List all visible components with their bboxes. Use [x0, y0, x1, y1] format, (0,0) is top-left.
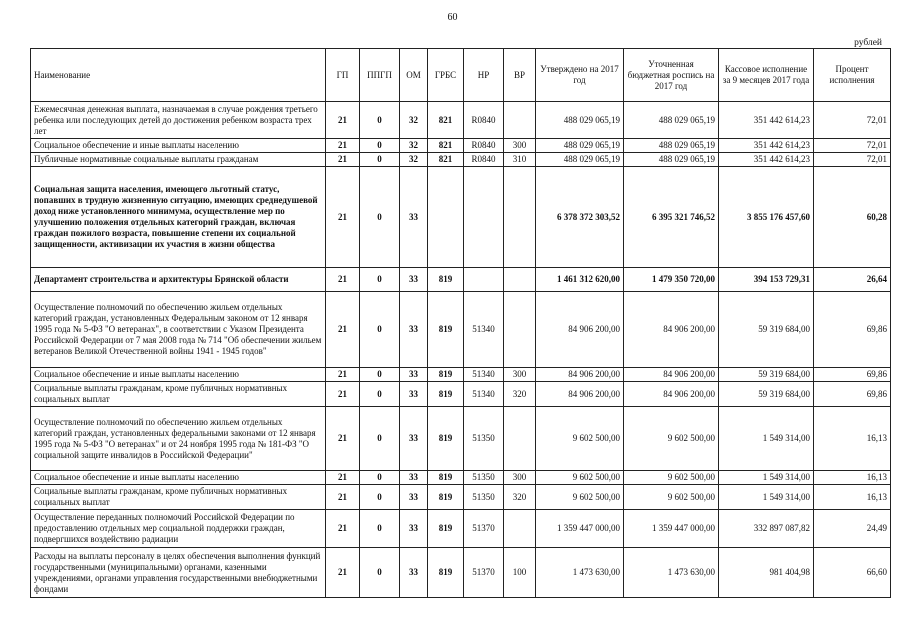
row-om: 32: [400, 153, 428, 167]
table-row: [31, 139, 891, 153]
row-np: 51370: [464, 510, 504, 548]
row-executed: 332 897 087,82: [719, 510, 814, 548]
row-percent: 66,60: [814, 548, 891, 598]
row-executed: 394 153 729,31: [719, 268, 814, 292]
row-name: Социальное обеспечение и иные выплаты населению: [31, 368, 326, 382]
row-gp: 21: [326, 548, 360, 598]
row-approved: 9 602 500,00: [536, 471, 624, 485]
row-percent: 69,86: [814, 292, 891, 368]
row-gp: 21: [326, 292, 360, 368]
table-row: [31, 167, 891, 268]
row-approved: 84 906 200,00: [536, 368, 624, 382]
row-percent: 69,86: [814, 382, 891, 407]
row-om: 33: [400, 292, 428, 368]
header-pgp: ППГП: [360, 49, 400, 102]
table-row: [31, 153, 891, 167]
row-executed: 1 549 314,00: [719, 471, 814, 485]
table-row: [31, 368, 891, 382]
row-name: Социальные выплаты гражданам, кроме публичных нормативных социальных выплат: [31, 382, 326, 407]
row-pgp: 0: [360, 292, 400, 368]
units-label: рублей: [854, 38, 882, 48]
row-revised: 1 359 447 000,00: [624, 510, 719, 548]
row-np: [464, 268, 504, 292]
table-row: [31, 292, 891, 368]
row-name: Осуществление переданных полномочий Российской Федерации по предоставлению отдельных мер социальной поддержки граждан, подвергшихся воздействию радиации: [31, 510, 326, 548]
row-gp: 21: [326, 510, 360, 548]
row-approved: 84 906 200,00: [536, 382, 624, 407]
row-percent: 69,86: [814, 368, 891, 382]
row-vr: [504, 167, 536, 268]
row-gp: 21: [326, 485, 360, 510]
row-pgp: 0: [360, 510, 400, 548]
row-approved: 1 461 312 620,00: [536, 268, 624, 292]
row-gp: 21: [326, 368, 360, 382]
row-gp: 21: [326, 407, 360, 471]
table-row: [31, 485, 891, 510]
row-revised: 84 906 200,00: [624, 382, 719, 407]
row-grbs: [428, 167, 464, 268]
row-gp: 21: [326, 471, 360, 485]
row-executed: 351 442 614,23: [719, 102, 814, 139]
row-revised: 9 602 500,00: [624, 471, 719, 485]
header-gp: ГП: [326, 49, 360, 102]
row-gp: 21: [326, 268, 360, 292]
table-row: [31, 510, 891, 548]
table-header-row: [31, 49, 891, 102]
row-revised: 488 029 065,19: [624, 153, 719, 167]
row-percent: 72,01: [814, 139, 891, 153]
header-grbs: ГРБС: [428, 49, 464, 102]
row-approved: 488 029 065,19: [536, 153, 624, 167]
row-om: 33: [400, 368, 428, 382]
row-np: 51340: [464, 292, 504, 368]
row-np: 51350: [464, 407, 504, 471]
row-revised: 1 479 350 720,00: [624, 268, 719, 292]
row-pgp: 0: [360, 153, 400, 167]
row-name: Ежемесячная денежная выплата, назначаемая в случае рождения третьего ребенка или последующих детей до достижения ребенком возраста трех лет: [31, 102, 326, 139]
page-number: 60: [447, 12, 458, 23]
row-executed: 351 442 614,23: [719, 153, 814, 167]
row-np: 51350: [464, 471, 504, 485]
row-om: 33: [400, 268, 428, 292]
row-np: R0840: [464, 102, 504, 139]
row-om: 33: [400, 471, 428, 485]
table-row: [31, 382, 891, 407]
row-vr: 310: [504, 153, 536, 167]
row-revised: 1 473 630,00: [624, 548, 719, 598]
row-np: R0840: [464, 139, 504, 153]
row-executed: 1 549 314,00: [719, 485, 814, 510]
row-percent: 16,13: [814, 485, 891, 510]
header-approved: Утверждено на 2017 год: [536, 49, 624, 102]
row-np: [464, 167, 504, 268]
header-np: НР: [464, 49, 504, 102]
row-vr: 300: [504, 368, 536, 382]
row-approved: 9 602 500,00: [536, 407, 624, 471]
row-grbs: 821: [428, 153, 464, 167]
row-np: 51370: [464, 548, 504, 598]
row-gp: 21: [326, 153, 360, 167]
row-approved: 488 029 065,19: [536, 139, 624, 153]
row-grbs: 819: [428, 471, 464, 485]
row-vr: 300: [504, 471, 536, 485]
row-vr: [504, 292, 536, 368]
row-executed: 59 319 684,00: [719, 382, 814, 407]
row-revised: 488 029 065,19: [624, 139, 719, 153]
row-executed: 59 319 684,00: [719, 292, 814, 368]
header-revised: Уточненная бюджетная роспись на 2017 год: [624, 49, 719, 102]
row-percent: 72,01: [814, 153, 891, 167]
row-grbs: 819: [428, 292, 464, 368]
row-grbs: 819: [428, 510, 464, 548]
row-approved: 1 473 630,00: [536, 548, 624, 598]
row-pgp: 0: [360, 268, 400, 292]
table-row: [31, 407, 891, 471]
row-vr: 100: [504, 548, 536, 598]
header-vr: ВР: [504, 49, 536, 102]
header-percent: Процент исполнения: [814, 49, 891, 102]
row-grbs: 819: [428, 382, 464, 407]
table-row: [31, 102, 891, 139]
row-approved: 1 359 447 000,00: [536, 510, 624, 548]
table-row: [31, 268, 891, 292]
row-pgp: 0: [360, 368, 400, 382]
row-pgp: 0: [360, 407, 400, 471]
row-gp: 21: [326, 102, 360, 139]
row-percent: 16,13: [814, 407, 891, 471]
row-approved: 6 378 372 303,52: [536, 167, 624, 268]
row-executed: 59 319 684,00: [719, 368, 814, 382]
row-name: Социальное обеспечение и иные выплаты населению: [31, 471, 326, 485]
row-revised: 6 395 321 746,52: [624, 167, 719, 268]
row-name: Социальные выплаты гражданам, кроме публичных нормативных социальных выплат: [31, 485, 326, 510]
row-om: 33: [400, 485, 428, 510]
row-name: Социальная защита населения, имеющего льготный статус, попавших в трудную жизненную ситуацию, имеющих среднедушевой доход ниже установленного минимума, осуществление мер по улучшению положения отдельных категорий граждан, включая граждан пожилого возраста, повышение степени их социальной защищенности, активизации их участия в жизни общества: [31, 167, 326, 268]
row-om: 33: [400, 548, 428, 598]
row-gp: 21: [326, 167, 360, 268]
row-vr: 300: [504, 139, 536, 153]
row-grbs: 821: [428, 139, 464, 153]
row-grbs: 821: [428, 102, 464, 139]
row-name: Департамент строительства и архитектуры Брянской области: [31, 268, 326, 292]
row-grbs: 819: [428, 407, 464, 471]
row-vr: [504, 102, 536, 139]
row-pgp: 0: [360, 102, 400, 139]
row-name: Расходы на выплаты персоналу в целях обеспечения выполнения функций государственными (муниципальными) органами, казенными учреждениями, органами управления государственными внебюджетными фондами: [31, 548, 326, 598]
row-np: 51350: [464, 485, 504, 510]
row-revised: 9 602 500,00: [624, 407, 719, 471]
row-name: Осуществление полномочий по обеспечению жильем отдельных категорий граждан, установленных федеральными законами от 12 января 1995 года № 5-ФЗ "О ветеранах" и от 24 ноября 1995 года № 181-ФЗ "О социальной защите инвалидов в Российской Федерации": [31, 407, 326, 471]
row-gp: 21: [326, 139, 360, 153]
row-om: 33: [400, 382, 428, 407]
row-approved: 9 602 500,00: [536, 485, 624, 510]
row-percent: 24,49: [814, 510, 891, 548]
row-percent: 26,64: [814, 268, 891, 292]
row-np: 51340: [464, 368, 504, 382]
row-revised: 9 602 500,00: [624, 485, 719, 510]
row-executed: 1 549 314,00: [719, 407, 814, 471]
row-grbs: 819: [428, 485, 464, 510]
row-executed: 981 404,98: [719, 548, 814, 598]
row-vr: 320: [504, 382, 536, 407]
row-np: 51340: [464, 382, 504, 407]
header-om: ОМ: [400, 49, 428, 102]
row-percent: 16,13: [814, 471, 891, 485]
row-vr: 320: [504, 485, 536, 510]
header-executed: Кассовое исполнение за 9 месяцев 2017 года: [719, 49, 814, 102]
header-name: Наименование: [31, 49, 326, 102]
row-pgp: 0: [360, 548, 400, 598]
row-om: 32: [400, 102, 428, 139]
row-om: 33: [400, 167, 428, 268]
row-pgp: 0: [360, 382, 400, 407]
budget-table: [30, 48, 891, 598]
row-revised: 488 029 065,19: [624, 102, 719, 139]
row-vr: [504, 407, 536, 471]
row-om: 33: [400, 407, 428, 471]
row-name: Осуществление полномочий по обеспечению жильем отдельных категорий граждан, установленных Федеральным законом от 12 января 1995 года № 5-ФЗ "О ветеранах", в соответствии с Указом Президента Российской Федерации от 7 мая 2008 года № 714 "Об обеспечении жильем ветеранов Великой Отечественной войны 1941 - 1945 годов": [31, 292, 326, 368]
row-grbs: 819: [428, 268, 464, 292]
row-vr: [504, 268, 536, 292]
row-name: Социальное обеспечение и иные выплаты населению: [31, 139, 326, 153]
row-gp: 21: [326, 382, 360, 407]
row-approved: 84 906 200,00: [536, 292, 624, 368]
row-revised: 84 906 200,00: [624, 292, 719, 368]
row-grbs: 819: [428, 548, 464, 598]
table-row: [31, 548, 891, 598]
row-om: 33: [400, 510, 428, 548]
row-pgp: 0: [360, 471, 400, 485]
row-revised: 84 906 200,00: [624, 368, 719, 382]
row-om: 32: [400, 139, 428, 153]
row-pgp: 0: [360, 139, 400, 153]
row-approved: 488 029 065,19: [536, 102, 624, 139]
row-percent: 72,01: [814, 102, 891, 139]
row-executed: 3 855 176 457,60: [719, 167, 814, 268]
row-percent: 60,28: [814, 167, 891, 268]
row-grbs: 819: [428, 368, 464, 382]
row-pgp: 0: [360, 485, 400, 510]
table-row: [31, 471, 891, 485]
row-vr: [504, 510, 536, 548]
row-executed: 351 442 614,23: [719, 139, 814, 153]
row-name: Публичные нормативные социальные выплаты гражданам: [31, 153, 326, 167]
row-pgp: 0: [360, 167, 400, 268]
row-np: R0840: [464, 153, 504, 167]
